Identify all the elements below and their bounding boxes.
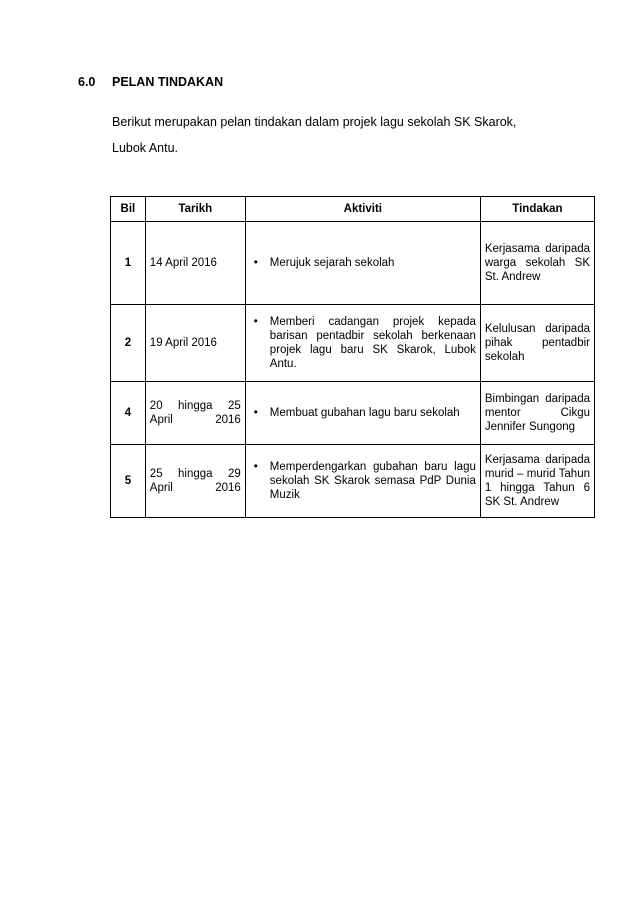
cell-tarikh: 25 hingga 29 April 2016: [145, 445, 245, 518]
aktiviti-text: Memberi cadangan projek kepada barisan pentadbir sekolah berkenaan projek lagu baru SK Skarok, Lubok Antu.: [269, 316, 476, 370]
cell-aktiviti: [245, 305, 480, 382]
header-aktiviti: Aktiviti: [245, 197, 480, 222]
cell-tarikh: 14 April 2016: [145, 222, 245, 305]
cell-bil: 1: [111, 222, 146, 305]
intro-line-1: Berikut merupakan pelan tindakan dalam projek lagu sekolah SK Skarok,: [112, 115, 517, 129]
table-row: [111, 305, 595, 382]
aktiviti-text: Memperdengarkan gubahan baru lagu sekolah SK Skarok semasa PdP Dunia Muzik: [269, 461, 476, 501]
bullet-icon: •: [253, 407, 258, 419]
section-number: 6.0: [78, 75, 96, 89]
intro-line-2: Lubok Antu.: [112, 141, 179, 155]
cell-tindakan: Kerjasama daripada murid – murid Tahun 1 hingga Tahun 6 SK St. Andrew: [480, 445, 594, 518]
cell-bil: 5: [111, 445, 146, 518]
header-tindakan: Tindakan: [480, 197, 594, 222]
action-plan-table: [110, 196, 595, 518]
table-row: [111, 445, 595, 518]
aktiviti-text: Merujuk sejarah sekolah: [269, 257, 395, 269]
intro-paragraph: [112, 109, 592, 161]
cell-tarikh: 20 hingga 25 April 2016: [145, 382, 245, 445]
cell-aktiviti: [245, 382, 480, 445]
cell-tindakan: Kerjasama daripada warga sekolah SK St. Andrew: [480, 222, 594, 305]
bullet-icon: •: [253, 316, 258, 328]
header-bil: Bil: [111, 197, 146, 222]
cell-bil: 4: [111, 382, 146, 445]
cell-tindakan: Bimbingan daripada mentor Cikgu Jennifer Sungong: [480, 382, 594, 445]
table-header-row: [111, 197, 595, 222]
cell-bil: 2: [111, 305, 146, 382]
table-row: [111, 382, 595, 445]
section-heading: [78, 75, 223, 89]
section-title: PELAN TINDAKAN: [112, 75, 224, 89]
cell-aktiviti: [245, 222, 480, 305]
aktiviti-text: Membuat gubahan lagu baru sekolah: [269, 407, 460, 419]
bullet-icon: •: [253, 461, 258, 473]
cell-tindakan: Kelulusan daripada pihak pentadbir sekolah: [480, 305, 594, 382]
table-row: [111, 222, 595, 305]
cell-aktiviti: [245, 445, 480, 518]
cell-tarikh: 19 April 2016: [145, 305, 245, 382]
header-tarikh: Tarikh: [145, 197, 245, 222]
bullet-icon: •: [253, 257, 258, 269]
